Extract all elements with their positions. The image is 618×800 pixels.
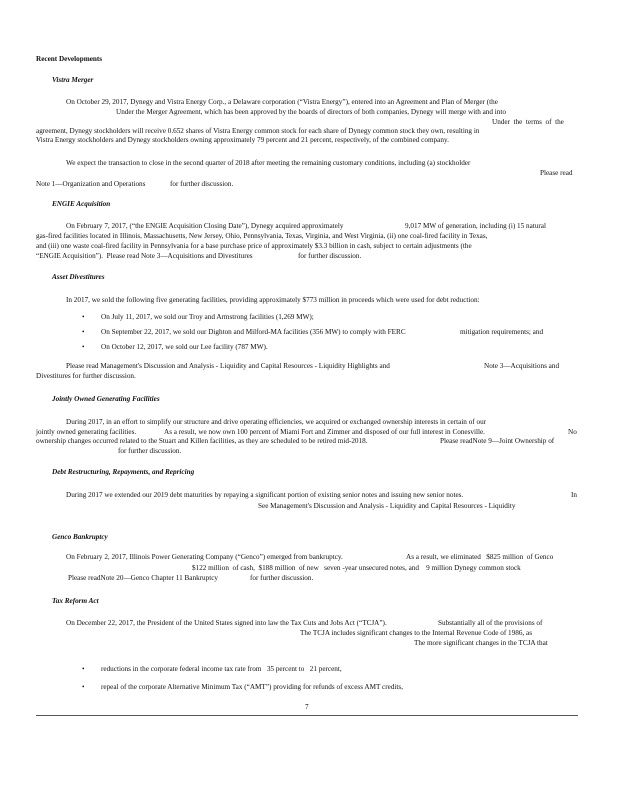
genco-p1-tail: for further discussion.: [250, 574, 314, 582]
tax-title: Tax Reform Act: [52, 597, 99, 605]
tax-p1-line3: The more significant changes in the TCJA that: [414, 639, 548, 647]
genco-p1-line2: $122 million of cash, $188 million of new seven -year unsecured notes, and 9 million Dynegy common stock: [192, 564, 521, 572]
asset-intro: In 2017, we sold the following five generating facilities, providing approximately $773 million in proceeds which were used for debt reduction:: [66, 296, 480, 304]
debt-p1-mda-link[interactable]: See Management's Discussion and Analysis - Liquidity and Capital Resources - Liquidity: [258, 502, 516, 510]
vistra-p2-note-link[interactable]: Note 1—Organization and Operations: [36, 180, 146, 188]
engie-p1-line1: On February 7, 2017, (“the ENGIE Acquisition Closing Date”), Dynegy acquired approximately: [66, 222, 344, 230]
genco-p1-line1b: As a result, we eliminated $825 million of Genco: [406, 553, 554, 561]
genco-p1-note-link[interactable]: Please readNote 20—Genco Chapter 11 Bankruptcy: [68, 574, 219, 582]
asset-title: Asset Divestitures: [52, 273, 105, 281]
engie-p1-tail: for further discussion.: [298, 252, 362, 260]
vistra-p1-line2: Under the Merger Agreement, which has been approved by the boards of directors of both companies, Dynegy will merge with and into: [116, 108, 506, 116]
tax-bullet-1: reductions in the corporate federal income tax rate from 35 percent to 21 percent,: [101, 665, 342, 673]
engie-p1-line2: gas-fired facilities located in Illinois, Massachusetts, New Jersey, Ohio, Pennsylvania, Texas, Virginia, and West Virginia, (ii) one coal-fired facility in Texas,: [36, 232, 488, 240]
debt-p1-in: In: [571, 491, 577, 499]
asset-bullet-1: On July 11, 2017, we sold our Troy and Armstrong facilities (1,269 MW);: [101, 313, 314, 321]
vistra-p2-tail: for further discussion.: [170, 180, 234, 188]
asset-bullet-3: On October 12, 2017, we sold our Lee facility (787 MW).: [101, 343, 268, 351]
asset-p2-mda-link[interactable]: Please read Management's Discussion and Analysis - Liquidity and Capital Resources - Liquidity Highlights and: [66, 362, 390, 370]
footer-rule: [36, 715, 578, 716]
asset-bullet-2-tail: mitigation requirements; and: [460, 328, 544, 336]
genco-p1-line1: On February 2, 2017, Illinois Power Generating Company (“Genco”) emerged from bankruptcy.: [66, 553, 343, 561]
joint-p1-line1: During 2017, in an effort to simplify our structure and drive operating efficiencies, we acquired or exchanged ownership interests in certain of our: [66, 418, 487, 426]
engie-p1-line3: and (iii) one waste coal-fired facility in Pennsylvania for a base purchase price of approximately $3.3 billion in cash, subject to certain adjustments (the: [36, 242, 472, 250]
tax-bullet-glyph-1: •: [82, 665, 85, 673]
joint-p1-note-link[interactable]: Please readNote 9—Joint Ownership of: [440, 437, 555, 445]
tax-bullet-2: repeal of the corporate Alternative Minimum Tax (“AMT”) providing for refunds of excess AMT credits,: [101, 683, 404, 691]
bullet-2: •: [82, 328, 85, 336]
engie-p1-note-link[interactable]: “ENGIE Acquisition”). Please read Note 3—Acquisitions and Divestitures: [36, 252, 253, 260]
engie-p1-line1b: 9,017 MW of generation, including (i) 15 natural: [405, 222, 546, 230]
vistra-p1-line5: Vistra Energy stockholders and Dynegy stockholders owning approximately 79 percent and 21 percent, respectively, of the combined company.: [36, 136, 449, 144]
tax-p1-line1: On December 22, 2017, the President of the United States signed into law the Tax Cuts and Jobs Act (“TCJA”).: [66, 619, 387, 627]
vistra-p1-line1: On October 29, 2017, Dynegy and Vistra Energy Corp., a Delaware corporation (“Vistra Energy”), entered into an Agreement and Plan of Merger (the: [66, 98, 498, 106]
asset-p2-note-link[interactable]: Note 3—Acquisitions and: [484, 362, 560, 370]
vistra-p1-line3: Under the terms of the: [492, 118, 564, 126]
asset-p2-line2: Divestitures for further discussion.: [36, 372, 136, 380]
engie-title: ENGIE Acquisition: [52, 200, 111, 208]
asset-bullet-2: On September 22, 2017, we sold our Dighton and Milford-MA facilities (356 MW) to comply with FERC: [101, 328, 406, 336]
debt-title: Debt Restructuring, Repayments, and Repricing: [52, 468, 195, 476]
joint-p1-line3: ownership changes occurred related to the Stuart and Killen facilities, as they are scheduled to be retired mid-2018.: [36, 437, 368, 445]
section-heading: Recent Developments: [36, 55, 103, 63]
tax-p1-line2: The TCJA includes significant changes to the Internal Revenue Code of 1986, as: [300, 629, 533, 637]
page-number: 7: [305, 703, 309, 711]
bullet-3: •: [82, 343, 85, 351]
vistra-title: Vistra Merger: [52, 76, 94, 84]
joint-title: Jointly Owned Generating Facilities: [52, 395, 160, 403]
vistra-p2-please: Please read: [540, 169, 573, 177]
joint-p1-no: No: [568, 428, 577, 436]
tax-bullet-glyph-2: •: [82, 683, 85, 691]
joint-p1-tail: for further discussion.: [118, 447, 182, 455]
joint-p1-line2: jointly owned generating facilities.: [36, 428, 137, 436]
vistra-p2-line1: We expect the transaction to close in the second quarter of 2018 after meeting the remaining customary conditions, including (a) stockholder: [66, 159, 471, 167]
tax-p1-line1b: Substantially all of the provisions of: [438, 619, 543, 627]
vistra-p1-line4: agreement, Dynegy stockholders will receive 0.652 shares of Vistra Energy common stock for each share of Dynegy common stock they own, resulting in: [36, 127, 480, 135]
genco-title: Genco Bankruptcy: [52, 533, 108, 541]
bullet-1: •: [82, 313, 85, 321]
debt-p1-line1: During 2017 we extended our 2019 debt maturities by repaying a significant portion of existing senior notes and issuing new senior notes.: [66, 491, 464, 499]
joint-p1-line2b: As a result, we now own 100 percent of Miami Fort and Zimmer and disposed of our full interest in Conesville.: [164, 428, 485, 436]
